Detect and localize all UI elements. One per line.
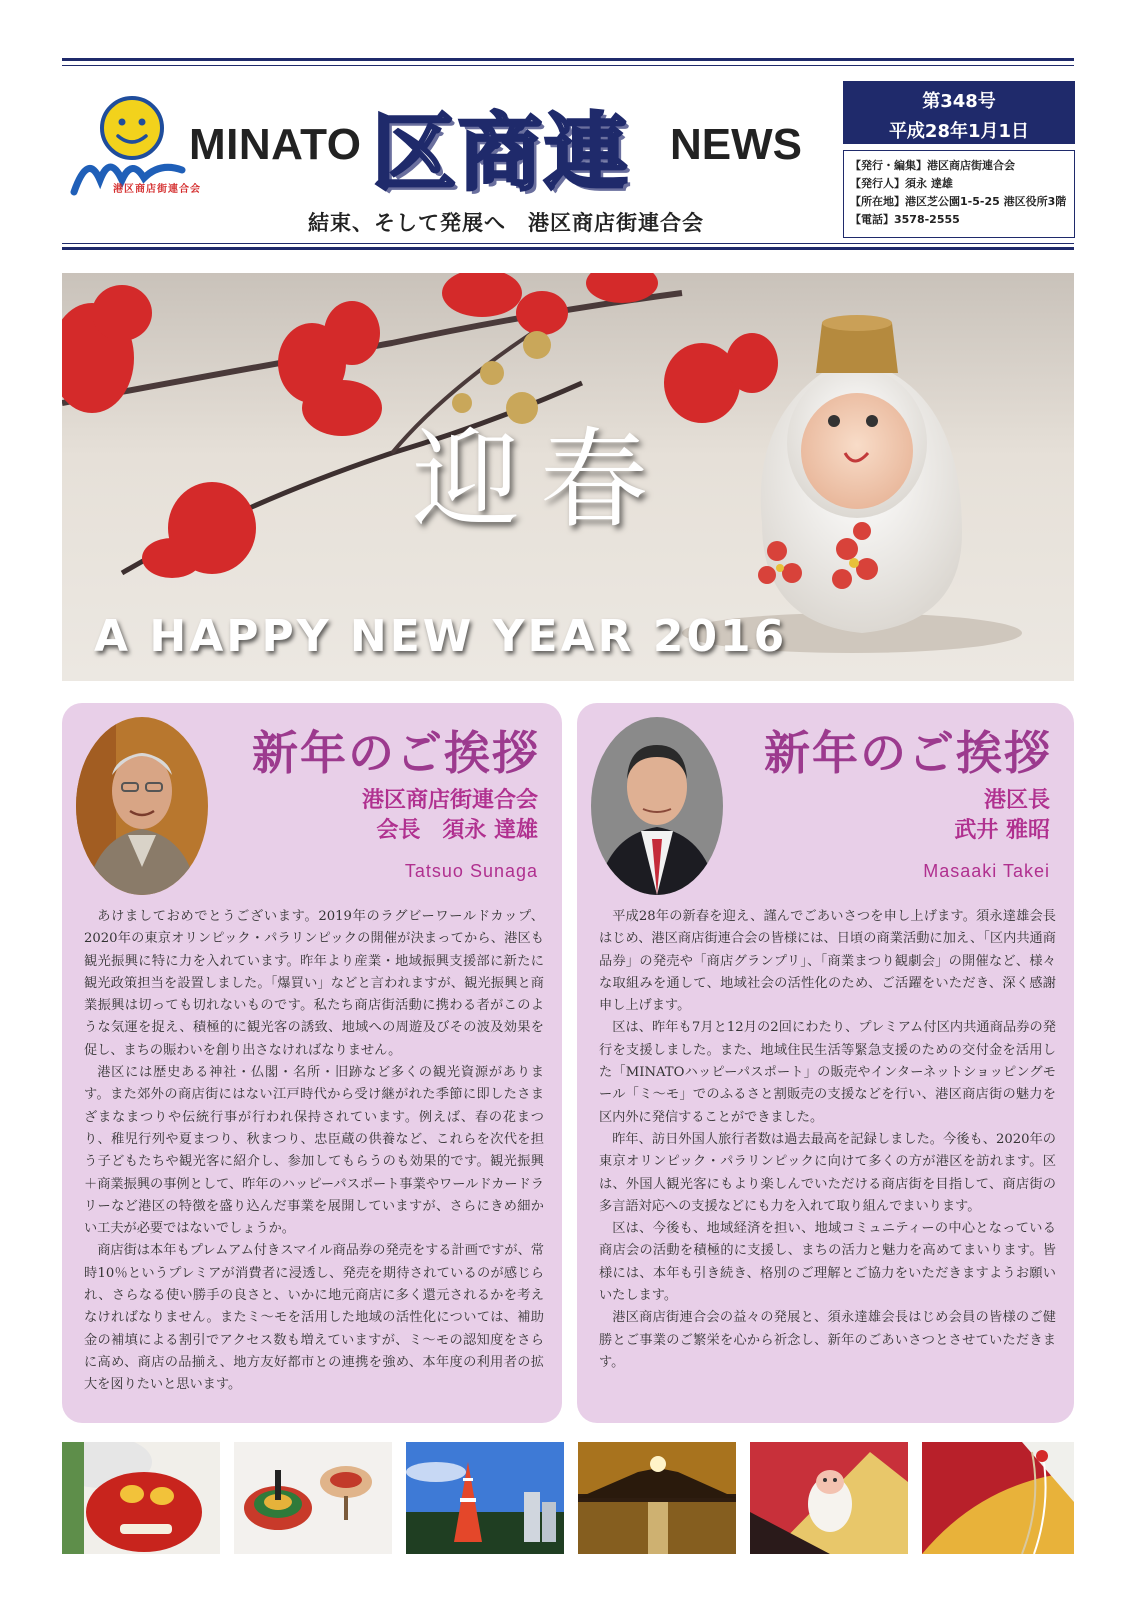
greeting-name-roman: Masaaki Takei — [923, 861, 1050, 881]
greeting-paragraph: 港区商店街連合会の益々の発展と、須永達雄会長はじめ会員の皆様のご健勝とご事業のご繁栄を心から祈念し、新年のごあいさつとさせていただきます。 — [599, 1310, 1056, 1370]
greeting-paragraph: 港区には歴史ある神社・仏閣・名所・旧跡など多くの観光資源があります。また郊外の商店街にはない江戸時代から受け継がれた季節に即したさまざまなまつりや伝統行事が行われ保持されています。例えば、春の花まつり、稚児行列や夏まつり、秋まつり、忠臣蔵の供養など、これらを次代を担う子どもたちや観光客に紹介し、参加してもらうのも効果的です。観光振興＋商業振興の事例として、昨年のハッピーパスポート事業やワールドカードラリーなど港区の特徴を盛り込んだ事業を展開していますが、さらにきめ細かい工夫が必要ではないでしょうか。 — [84, 1065, 544, 1237]
photo-new-year-decoration — [922, 1442, 1074, 1554]
greeting-signatory: 会長 須永 達雄 — [376, 818, 538, 843]
logo-caption: 港区商店街連合会 — [113, 184, 201, 195]
photo-sunrise-fuji — [578, 1442, 736, 1554]
issue-number: 第348号 — [922, 91, 996, 112]
hero-photo — [62, 273, 1074, 681]
photo-tokyo-tower — [406, 1442, 564, 1554]
greeting-title: 新年のご挨拶 — [252, 726, 540, 780]
greeting-org: 港区長 — [983, 788, 1050, 813]
greeting-name-roman: Tatsuo Sunaga — [404, 861, 538, 881]
header-bottom-rule-thin — [62, 243, 1074, 244]
greeting-paragraph: 区は、今後も、地域経済を担い、地域コミュニティーの中心となっている商店会の活動を積極的に支援し、まちの活力と魅力を高めてまいります。皆様には、本年も引き続き、格別のご理解とご協力をいただきますようお願いいたします。 — [599, 1221, 1056, 1304]
header-top-rule — [62, 58, 1074, 61]
greeting-paragraph: 商店街は本年もプレムアム付きスマイル商品券の発売をする計画ですが、常時10％というプレミアが消費者に浸透し、発売を期待されているのが感じられ、さらなる使い勝手の良さと、いかに地元商店に多く還元されるかを考えなければなりません。またミ〜モを活用した地域の活性化については、補助金の補填による割引でアクセス数も増えていますが、ミ〜モの認知度をさらに高め、商店の品揃え、地方友好都市との連携を強め、本年度の利用者の拡大を図りたいと思います。 — [84, 1243, 544, 1393]
greeting-title: 新年のご挨拶 — [764, 726, 1052, 780]
greeting-body — [84, 906, 544, 1397]
greeting-org: 港区商店街連合会 — [361, 788, 538, 813]
greeting-signatory: 武井 雅昭 — [954, 818, 1050, 843]
tagline: 結束、そして発展へ 港区商店街連合会 — [308, 211, 704, 235]
greeting-paragraph: あけましておめでとうございます。2019年のラグビーワールドカップ、2020年の東京オリンピック・パラリンピックの開催が決まってから、港区も観光振興に特に力を入れています。昨年より産業・地域振興支援部に新たに観光政策担当を設置しました。「爆買い」などと言われますが、観光振興と商業振興は切っても切れないものです。私たち商店街活動に携わる者がこのような気運を捉え、積極的に観光客の誘致、地域への周遊及びその波及効果を促し、まちの賑わいを創り出さなければなりません。 — [84, 909, 544, 1058]
portrait-chairman — [76, 717, 208, 895]
issue-date: 平成28年1月1日 — [888, 121, 1030, 142]
photo-shishimai-mask — [62, 1442, 220, 1554]
greeting-paragraph: 平成28年の新春を迎え、謹んでごあいさつを申し上げます。須永達雄会長はじめ、港区商店街連合会の皆様には、日頃の商業活動に加え、「区内共通商品券」の発売や「商店グランプリ」、「商業まつり観劇会」の開催など、様々な取組みを通して、地域社会の活性化のため、ご活躍をいただき、深く感謝申し上げます。 — [599, 909, 1056, 1014]
issue-box — [843, 81, 1075, 144]
hero-geishun-text: 迎春 — [412, 418, 669, 543]
photo-monkey-figurine — [750, 1442, 908, 1554]
greeting-card-mayor — [577, 703, 1074, 1423]
hero-happy-new-year: A HAPPY NEW YEAR 2016 — [94, 611, 788, 662]
info-publisher-editor: 【発行・編集】港区商店街連合会 — [850, 159, 1015, 172]
info-publisher: 【発行人】須永 達雄 — [850, 177, 953, 190]
brand-minato: MINATO — [189, 120, 362, 169]
brand-kanji-title: 区商連 — [372, 103, 631, 202]
greeting-card-chairman — [62, 703, 562, 1423]
publisher-info — [843, 150, 1075, 238]
brand-news: NEWS — [670, 120, 802, 169]
greeting-paragraph: 区は、昨年も7月と12月の2回にわたり、プレミアム付区内共通商品券の発行を支援しました。また、地域住民生活等緊急支援のための交付金を活用した「MINATOハッピーパスポート」の販売やインターネットショッピングモール「ミ〜モ」でのふるさと割販売の支援などを行い、港区商店街の魅力を区内外に発信することができました。 — [599, 1020, 1056, 1125]
header-bottom-rule — [62, 247, 1074, 250]
greeting-body — [599, 906, 1056, 1374]
header-top-rule-thin — [62, 65, 1074, 66]
photo-spinning-tops — [234, 1442, 392, 1554]
greeting-paragraph: 昨年、訪日外国人旅行者数は過去最高を記録しました。今後も、2020年の東京オリンピック・パラリンピックに向けて多くの方が港区を訪れます。区は、外国人観光客にもより楽しんでいただける商店街を目指して、商店街の多言語対応への支援などにも力を入れて取り組んでまいります。 — [599, 1131, 1056, 1214]
info-address: 【所在地】港区芝公園1-5-25 港区役所3階 — [850, 195, 1067, 208]
info-phone: 【電話】3578-2555 — [850, 213, 960, 226]
portrait-mayor — [591, 717, 723, 895]
